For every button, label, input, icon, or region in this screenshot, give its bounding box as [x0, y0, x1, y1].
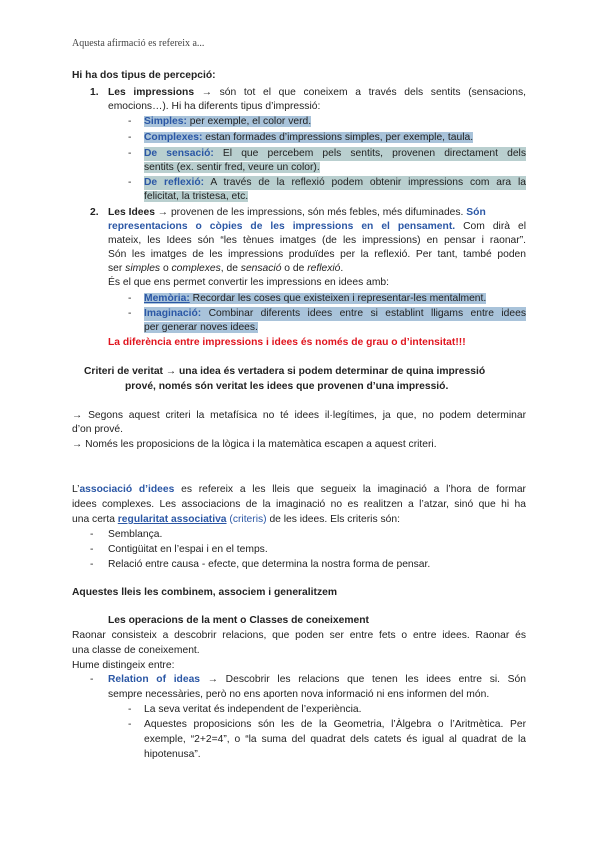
- criterion-line-1: Criteri de veritat → una idea és vertadera si podem determinar de quina impressió: [84, 366, 486, 377]
- ideas-line-2: representacions o còpies de les impressions en el pensament. Com dirà el: [108, 221, 526, 232]
- association-line-1: L’associació d’idees es refereix a les lleis que segueix la imaginació a l’hora de formar: [72, 484, 526, 495]
- dash: -: [128, 116, 132, 127]
- ideas-line-3: mateix, les Idees són “les tènues imatges (de les impressions) en pensar i raonar”.: [108, 235, 526, 246]
- relation-sub-2-line-2: exemple, “2+2=4”, o “la suma del quadrat dels catets és igual al quadrat de la: [144, 734, 526, 745]
- item-number: 2.: [90, 207, 99, 218]
- page-header: Aquesta afirmació es refereix a...: [72, 38, 205, 49]
- criterion-para-1-line-1: → Segons aquest criteri la metafísica no té idees il·legítimes, ja que, no podem determinar: [72, 410, 526, 421]
- operations-line-2: una classe de coneixement.: [72, 645, 200, 656]
- relation-sub-2-line-1: Aquestes proposicions són les de la Geometria, l’Àlgebra o l’Aritmètica. Per: [144, 719, 526, 730]
- sensation-impression-2: sentits (ex. sentir fred, veure un color).: [144, 162, 320, 173]
- impressions-line-1: Les impressions → són tot el que coneixem a través dels sentits (sensacions,: [108, 87, 527, 98]
- section-title: Hi ha dos tipus de percepció:: [72, 70, 216, 81]
- operations-title: Les operacions de la ment o Classes de coneixement: [108, 615, 369, 626]
- dash: -: [90, 674, 94, 685]
- dash: -: [128, 148, 132, 159]
- association-line-3: una certa regularitat associativa (criteris) de les idees. Els criteris són:: [72, 514, 400, 525]
- imagination-item-1: Imaginació: Combinar diferents idees entre si establint lligams entre idees: [144, 308, 526, 319]
- dash: -: [90, 529, 94, 540]
- dash: -: [128, 177, 132, 188]
- ideas-line-5: ser simples o complexes, de sensació o de reflexió.: [108, 263, 344, 274]
- operations-line-1: Raonar consisteix a descobrir relacions, que poden ser entre fets o entre idees. Raonar és: [72, 630, 526, 641]
- impressions-line-2: emocions…). Hi ha diferents tipus d’impressió:: [108, 101, 321, 112]
- dash: -: [90, 544, 94, 555]
- relation-sub-2-line-3: hipotenusa”.: [144, 749, 201, 760]
- relation-ideas-line-1: Relation of ideas → Descobrir les relacions que tenen les idees entre si. Són: [108, 674, 527, 685]
- red-note: La diferència entre impressions i idees és només de grau o d’intensitat!!!: [108, 337, 466, 348]
- ideas-line-6: És el que ens permet convertir les impressions en idees amb:: [108, 277, 390, 288]
- criterion-para-2: → Només les proposicions de la lògica i la matemàtica escapen a aquest criteri.: [72, 439, 437, 450]
- dash: -: [128, 719, 132, 730]
- criteria-item: Semblança.: [108, 529, 163, 540]
- criteria-item: Relació entre causa - efecte, que determina la nostra forma de pensar.: [108, 559, 431, 570]
- dash: -: [128, 132, 132, 143]
- simple-impression: Simples: per exemple, el color verd.: [144, 116, 312, 127]
- dash: -: [128, 293, 132, 304]
- reflection-impression-1: De reflexió: A través de la reflexió podem obtenir impressions com ara la: [144, 177, 526, 188]
- complex-impression: Complexes: estan formades d’impressions simples, per exemple, taula.: [144, 132, 474, 143]
- ideas-line-4: Són les imatges de les impressions produïdes per la reflexió. Per tant, també poden: [108, 249, 526, 260]
- dash: -: [128, 704, 132, 715]
- item-number: 1.: [90, 87, 99, 98]
- criterion-line-2: prové, només són veritat les idees que provenen d’una impressió.: [125, 381, 449, 392]
- laws-heading: Aquestes lleis les combinem, associem i generalitzem: [72, 587, 337, 598]
- imagination-item-2: per generar noves idees.: [144, 322, 258, 333]
- criteria-item: Contigüitat en l’espai i en el temps.: [108, 544, 268, 555]
- reflection-impression-2: felicitat, la tristesa, etc.: [144, 191, 249, 202]
- operations-line-3: Hume distingeix entre:: [72, 660, 175, 671]
- relation-ideas-line-2: sempre necessàries, però no ens aporten nova informació ni ens informen del món.: [108, 689, 490, 700]
- memory-item: Memòria: Recordar les coses que existeixen i representar-les mentalment.: [144, 293, 487, 304]
- association-line-2: idees complexes. Les associacions de la imaginació no es realitzen a l’atzar, sinó que hi ha: [72, 499, 526, 510]
- dash: -: [128, 308, 132, 319]
- ideas-line-1: Les Idees → provenen de les impressions, són més febles, més difuminades. Són: [108, 207, 486, 218]
- dash: -: [90, 559, 94, 570]
- sensation-impression-1: De sensació: El que percebem pels sentits, provenen directament dels: [144, 148, 526, 159]
- relation-sub-1: La seva veritat és independent de l’experiència.: [144, 704, 362, 715]
- criterion-para-1-line-2: d’on prové.: [72, 424, 123, 435]
